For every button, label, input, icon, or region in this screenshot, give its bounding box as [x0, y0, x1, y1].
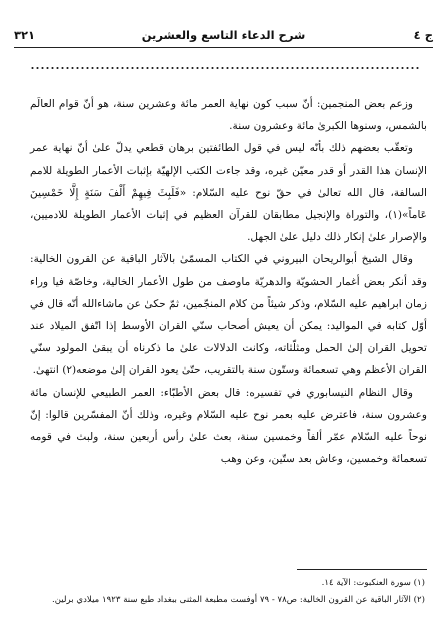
- paragraph: وتعقّب بعضهم ذلك بأنّه ليس في قول الطائفتين برهان قطعي يدلّ علىٰ أنّ نهاية عمر الإنسان هذا القدر أو قدر معيّن غيره، وقد جاءت الكتب الإلهيّة بإثبات الأعمار الطويلة للامم السالفة، قال الله تعالىٰ في حقّ نوح عليه السّلام: «فَلَبِثَ فِيهِمْ أَلْفَ سَنَةٍ إِلَّا خَمْسِينَ عَاماً»(١)، والتوراة والإنجيل مطابقان للقرآن العظيم في إثبات الأعمار الطويلة للادميين، والإصرار علىٰ إنكار ذلك دليل علىٰ الجهل.: [30, 142, 427, 244]
- footnote: (٢) الآثار الباقية عن القرون الخالية: ص٧٨ - ٧٩ أوفست مطبعة المثنى ببغداد طبع سنة ١٩٢٣ ميلادي برلين.: [52, 595, 425, 605]
- dotted-separator: [30, 64, 421, 72]
- chapter-title: شرح الدعاء التاسع والعشرين: [141, 28, 306, 42]
- footnotes: [30, 575, 425, 609]
- footnote-rule: [297, 569, 427, 570]
- page-number: ٣٢١: [14, 28, 36, 42]
- footnote: (١) سورة العنكبوت: الآية ١٤.: [321, 578, 425, 588]
- running-header: [14, 24, 433, 46]
- volume-label: ج ٤: [413, 28, 433, 42]
- paragraph: وزعم بعض المنجمين: أنّ سبب كون نهاية العمر مائة وعشرين سنة، هو أنّ قوام العالَم بالشمس، وسنوها الكبرىٰ مائة وعشرون سنة.: [30, 98, 427, 133]
- paragraph: وقال النظام النيسابوري في تفسيره: قال بعض الأطبّاء: العمر الطبيعي للإنسان مائة وعشرون سنة، فاعترض عليه بعمر نوح عليه السّلام وغيره، وذلك أنّ المفسّرين قالوا: إنّ نوحاً عليه السّلام عمّر ألفاً وخمسين سنة، بعث علىٰ رأس أربعين سنة، ولبث في قومه تسعمائة وخمسين، وعاش بعد ستّين، وعن وهب: [30, 386, 427, 466]
- paragraph: وقال الشيخ أبوالريحان البيروني في الكتاب المسمّىٰ بالآثار الباقية عن القرون الخالية: وقد أنكر بعض أغمار الحشويّة والدهريّة ماوصف من طول الأعمار الخالية، وخاصّة فيا وراء زمان ابراهيم عليه السّلام، وذكر شيئاً من كلام المنجّمين، ثمّ حكىٰ عن ماشاءالله أنّه قال في أوّل كتابه في المواليد: يمكن أن يعيش أصحاب سنّي القران الأوسط إذا اتّفق الميلاد عند تحويل القران إلىٰ الحمل ومثلّثاته، وكانت الدلالات علىٰ ما ذكرناه أن يبقىٰ المولود سنّي القران الأعظم وهي تسعمائة وستّون سنة بالتقريب، حتّىٰ يعود القران إلىٰ موضعه(٢) انتهىٰ.: [30, 253, 427, 377]
- header-rule: [14, 47, 433, 48]
- main-text: [30, 93, 427, 470]
